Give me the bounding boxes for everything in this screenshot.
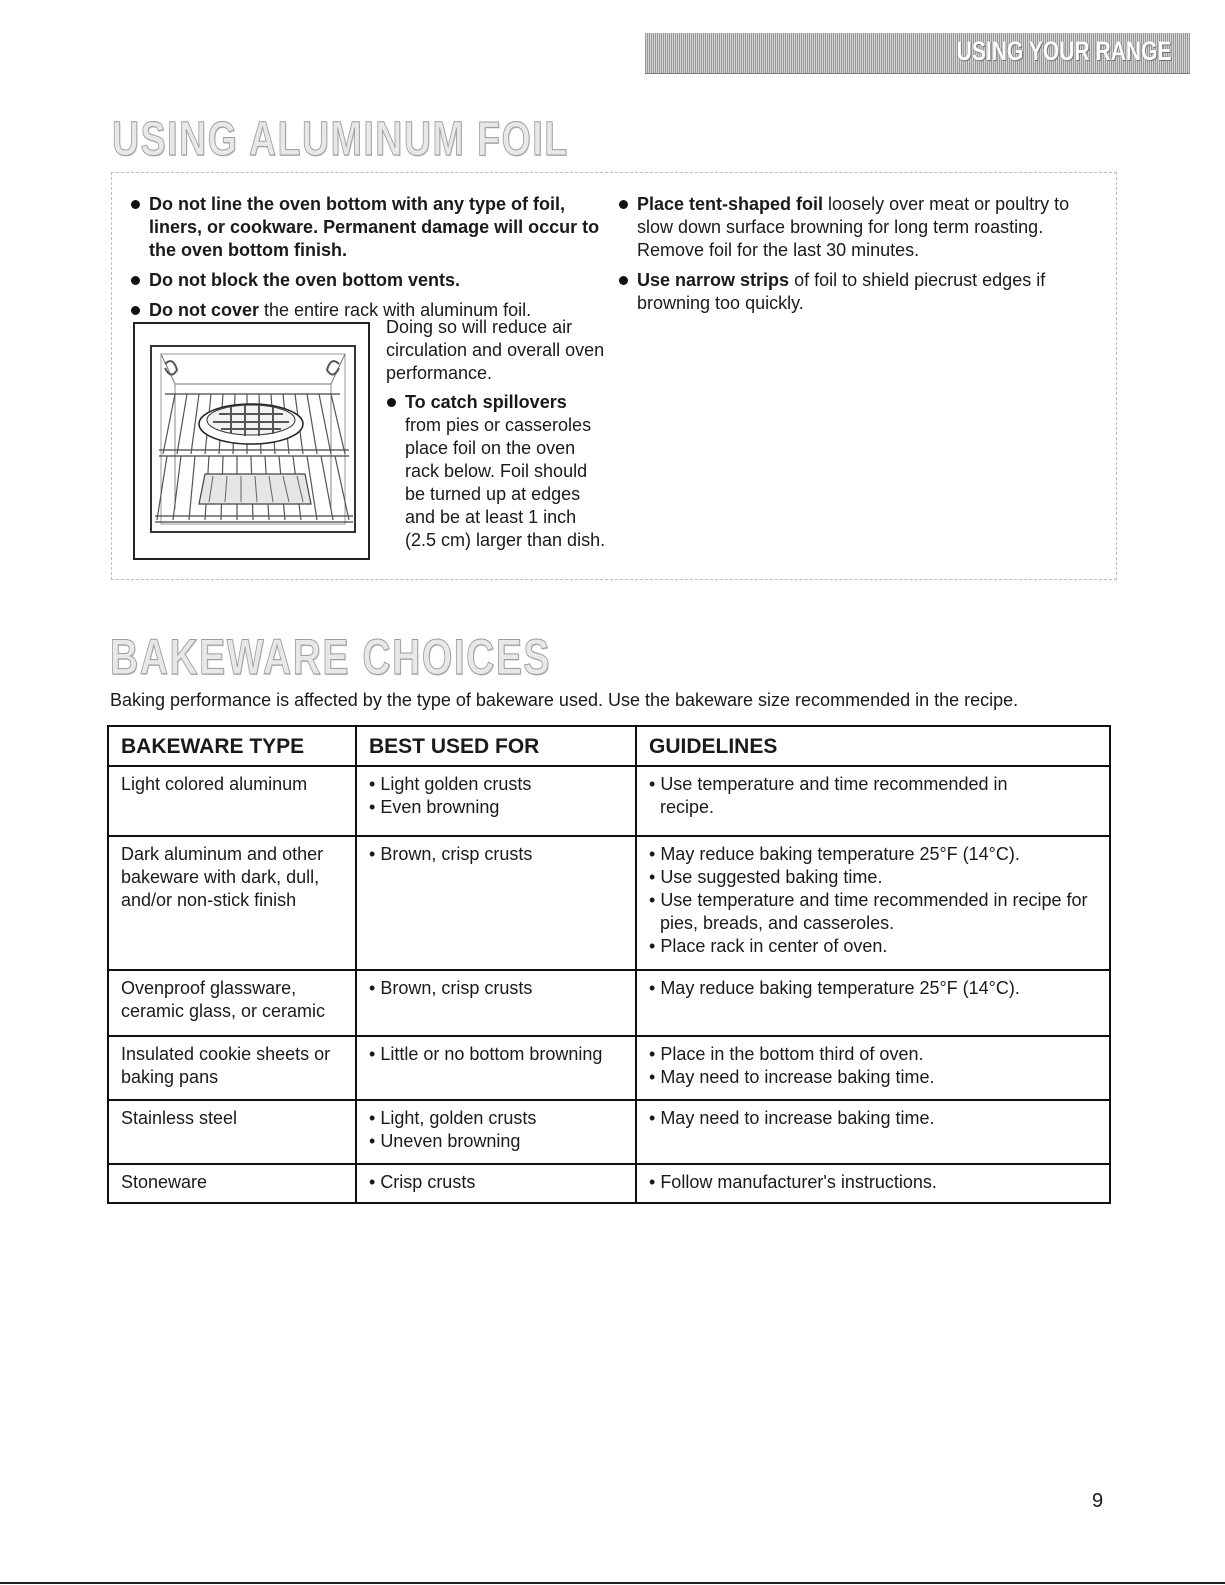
bakeware-table	[107, 725, 1111, 1204]
guidelines-cell	[636, 1036, 1110, 1100]
foil-warning-item	[130, 269, 600, 292]
foil-spillover-item	[386, 391, 606, 552]
foil-wrap-lead: Doing so will reduce air circulation and overall oven performance.	[386, 317, 605, 383]
guidelines-cell	[636, 970, 1110, 1036]
bakeware-type-cell: Dark aluminum and other bakeware with dark, dull, and/or non-stick finish	[108, 836, 356, 970]
guideline-item: • Use suggested baking time.	[649, 866, 1099, 889]
guideline-item: • Use temperature and time recommended in recipe.	[649, 773, 1030, 819]
foil-tip-text: loosely over meat or poultry to slow down surface browning for long term roasting. Remove foil for the last 30 minutes.	[637, 194, 1070, 260]
foil-tip-item	[618, 193, 1098, 262]
best-used-for-cell	[356, 1164, 636, 1203]
best-used-for-cell	[356, 1100, 636, 1164]
best-used-for-item: • Uneven browning	[369, 1130, 625, 1153]
guideline-item: • May need to increase baking time.	[649, 1107, 1099, 1130]
best-used-for-cell	[356, 766, 636, 836]
table-row	[108, 1164, 1110, 1203]
table-row	[108, 1036, 1110, 1100]
best-used-for-item: • Brown, crisp crusts	[369, 843, 625, 866]
best-used-for-item: • Brown, crisp crusts	[369, 977, 625, 1000]
foil-spillover-text: from pies or casseroles place foil on the oven rack below. Foil should be turned up at edges and be at least 1 inch (2.5 cm) larger than dish.	[405, 415, 606, 550]
oven-rack-illustration	[133, 322, 370, 560]
bakeware-intro: Baking performance is affected by the type of bakeware used. Use the bakeware size recommended in the recipe.	[110, 690, 1019, 710]
foil-tip-item	[618, 269, 1098, 315]
best-used-for-item: • Crisp crusts	[369, 1171, 625, 1194]
foil-warning-item	[130, 193, 600, 262]
bakeware-type-cell: Insulated cookie sheets or baking pans	[108, 1036, 356, 1100]
guidelines-cell	[636, 836, 1110, 970]
section-header-label: USING YOUR RANGE	[957, 36, 1172, 66]
page-number: 9	[1092, 1490, 1104, 1512]
guideline-item: • May need to increase baking time.	[649, 1066, 1099, 1089]
bakeware-table-header	[108, 726, 1110, 766]
bakeware-type-cell: Ovenproof glassware, ceramic glass, or ceramic	[108, 970, 356, 1036]
guideline-item: • May reduce baking temperature 25°F (14°C).	[649, 977, 1099, 1000]
foil-warning-bold: Do not block the oven bottom vents.	[149, 270, 461, 290]
guidelines-cell	[636, 1164, 1110, 1203]
foil-warning-text: the entire rack with aluminum foil.	[259, 300, 532, 320]
best-used-for-cell	[356, 1036, 636, 1100]
bottom-rule	[0, 1582, 1225, 1584]
table-row	[108, 766, 1110, 836]
foil-right-column	[618, 193, 1098, 322]
best-used-for-item: • Light, golden crusts	[369, 1107, 625, 1130]
column-header: BEST USED FOR	[356, 726, 636, 766]
column-header: BAKEWARE TYPE	[108, 726, 356, 766]
guideline-item: • Place rack in center of oven.	[649, 935, 1099, 958]
foil-section-title: USING ALUMINUM FOIL	[112, 113, 569, 166]
bakeware-type-cell: Light colored aluminum	[108, 766, 356, 836]
column-header: GUIDELINES	[636, 726, 1110, 766]
guideline-item: • Follow manufacturer's instructions.	[649, 1171, 1099, 1194]
table-row	[108, 836, 1110, 970]
section-header-bar	[645, 33, 1190, 74]
guidelines-cell	[636, 766, 1110, 836]
foil-tip-bold: Place tent-shaped foil	[637, 194, 824, 214]
table-row	[108, 970, 1110, 1036]
foil-left-column	[130, 193, 600, 322]
foil-warning-bold: Do not cover	[149, 300, 260, 320]
best-used-for-item: • Light golden crusts	[369, 773, 625, 796]
foil-spillover-bold: To catch spillovers	[405, 392, 567, 412]
bakeware-type-cell: Stoneware	[108, 1164, 356, 1203]
guideline-item: • Use temperature and time recommended in recipe for pies, breads, and casseroles.	[649, 889, 1099, 935]
guideline-item: • May reduce baking temperature 25°F (14°C).	[649, 843, 1099, 866]
oven-rack-icon	[135, 324, 368, 558]
bakeware-section-title: BAKEWARE CHOICES	[110, 629, 551, 685]
guideline-item: • Place in the bottom third of oven.	[649, 1043, 1099, 1066]
best-used-for-cell	[356, 970, 636, 1036]
foil-tip-bold: Use narrow strips	[637, 270, 790, 290]
best-used-for-item: • Little or no bottom browning	[369, 1043, 625, 1066]
table-row	[108, 1100, 1110, 1164]
guidelines-cell	[636, 1100, 1110, 1164]
foil-wrap-column	[386, 316, 606, 552]
best-used-for-cell	[356, 836, 636, 970]
best-used-for-item: • Even browning	[369, 796, 625, 819]
foil-tip-text: of foil to shield piecrust edges if browning too quickly.	[637, 270, 1046, 313]
bakeware-type-cell: Stainless steel	[108, 1100, 356, 1164]
foil-warning-bold: Do not line the oven bottom with any type of foil, liners, or cookware. Permanent damage will occur to the oven bottom finish.	[149, 194, 600, 260]
